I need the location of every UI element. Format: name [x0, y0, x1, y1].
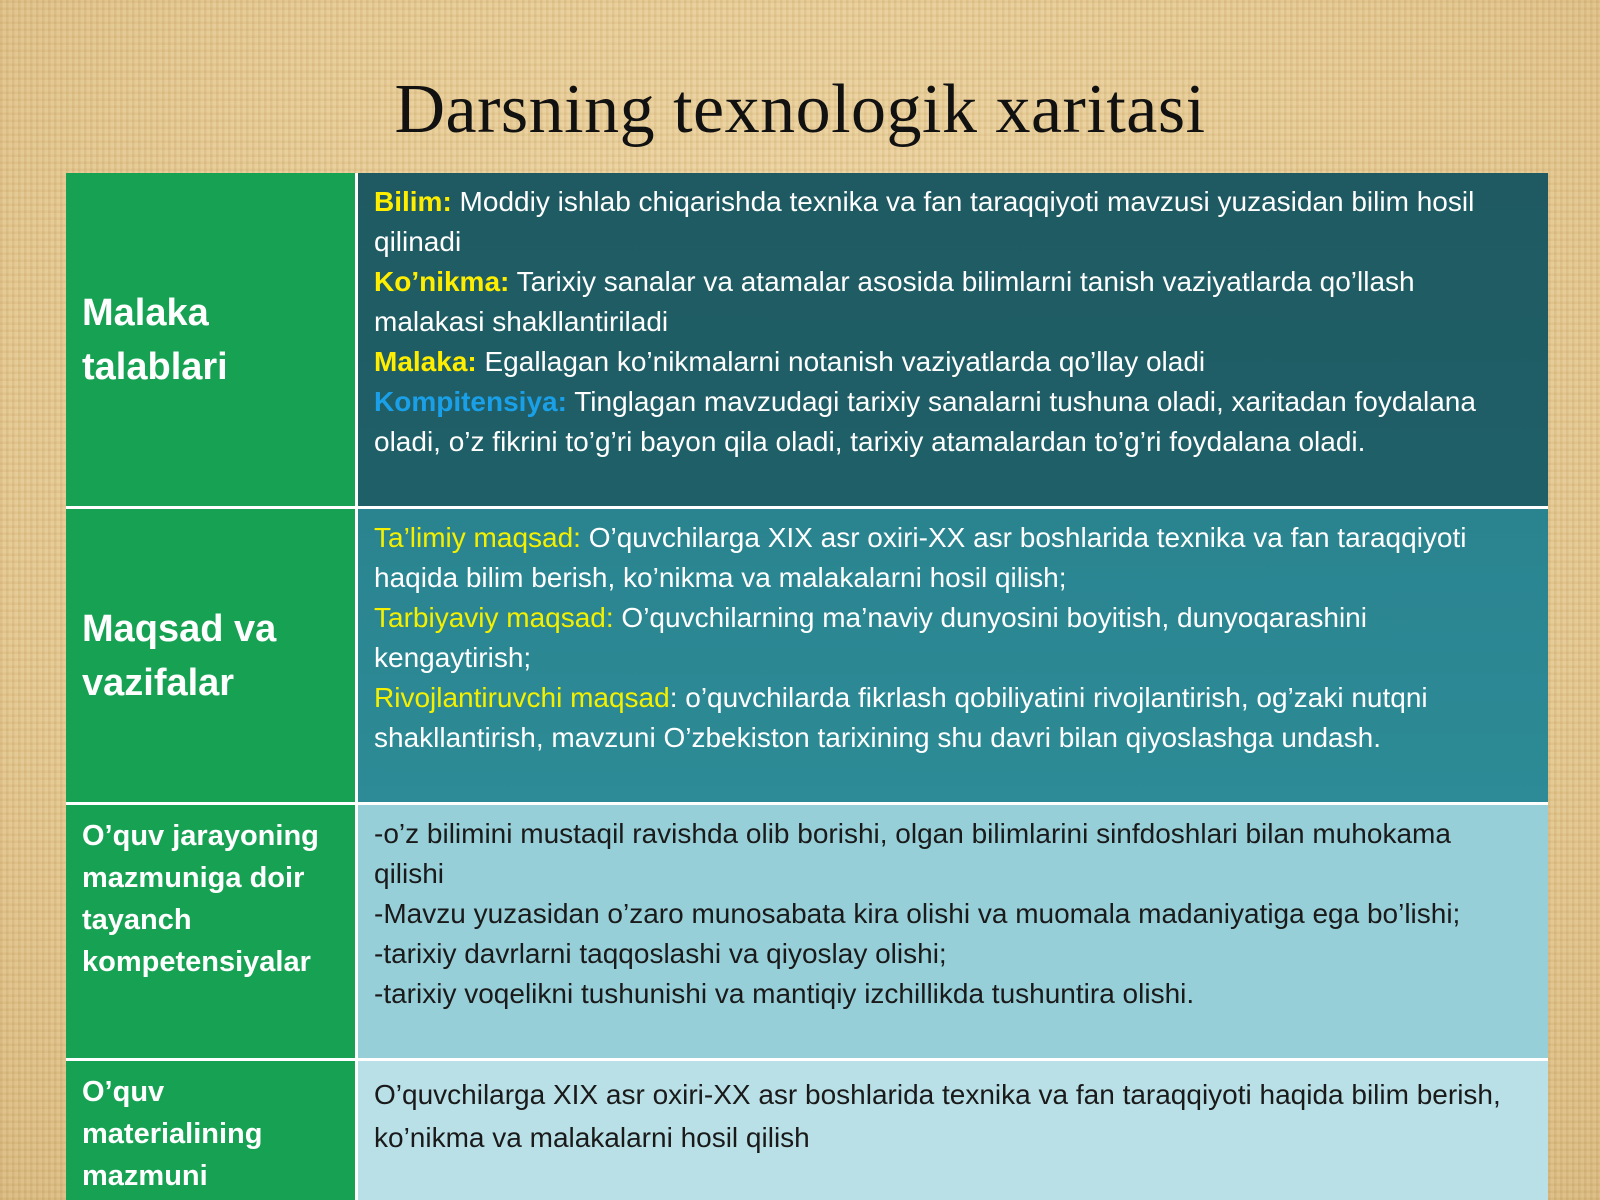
table-row-malaka-talablari — [66, 173, 1548, 509]
row-label: O’quv jarayoning mazmuniga doir tayanch kompetensiyalar — [66, 805, 358, 1058]
row-label: O’quv materialining mazmuni — [66, 1061, 358, 1200]
keyword: Ta’limiy maqsad: — [374, 522, 581, 553]
list-item: -Mavzu yuzasidan o’zaro munosabata kira olishi va muomala madaniyatiga ega bo’lishi; — [374, 898, 1461, 929]
content-text: Tarixiy sanalar va atamalar asosida bilimlarni tanish vaziyatlarda qo’llash malakasi shakllantiriladi — [374, 266, 1415, 337]
content-text: Egallagan ko’nikmalarni notanish vaziyatlarda qo’llay oladi — [476, 346, 1206, 377]
content-item-tarbiyaviy — [374, 598, 1524, 678]
table-row-material-mazmuni — [66, 1061, 1548, 1200]
content-item-malaka — [374, 342, 1524, 382]
content-text: O’quvchilarga XIX asr oxiri-XX asr boshlarida texnika va fan taraqqiyoti haqida bilim berish, ko’nikma va malakalarni hosil qilish — [374, 1079, 1501, 1153]
content-text: O’quvchilarning ma’naviy dunyosini boyitish, dunyoqarashini kengaytirish; — [374, 602, 1367, 673]
row-content — [358, 509, 1548, 802]
content-text: Moddiy ishlab chiqarishda texnika va fan taraqqiyoti mavzusi yuzasidan bilim hosil qilinadi — [374, 186, 1475, 257]
keyword: Rivojlantiruvchi maqsad — [374, 682, 670, 713]
content-text: : o’quvchilarda fikrlash qobiliyatini rivojlantirish, og’zaki nutqni shakllantirish, mavzuni O’zbekiston tarixining shu davri bilan qiyoslashga undash. — [374, 682, 1428, 753]
content-text: Tinglagan mavzudagi tarixiy sanalarni tushuna oladi, xaritadan foydalana oladi, o’z fikrini to’g’ri bayon qila oladi, tarixiy atamalardan to’g’ri foydalana oladi. — [374, 386, 1476, 457]
keyword: Kompitensiya: — [374, 386, 567, 417]
slide-title: Darsning texnologik xaritasi — [394, 71, 1206, 148]
row-content — [358, 1061, 1548, 1200]
content-item-konikma — [374, 262, 1524, 342]
keyword: Ko’nikma: — [374, 266, 510, 297]
row-label: Malaka talablari — [66, 173, 358, 506]
content-item-kompitensiya — [374, 382, 1524, 462]
row-label: Maqsad va vazifalar — [66, 509, 358, 802]
list-item: -tarixiy voqelikni tushunishi va mantiqiy izchillikda tushuntira olishi. — [374, 978, 1195, 1009]
list-item: -tarixiy davrlarni taqqoslashi va qiyoslay olishi; — [374, 938, 947, 969]
content-text: O’quvchilarga XIX asr oxiri-XX asr boshlarida texnika va fan taraqqiyoti haqida bilim berish, ko’nikma va malakalarni hosil qilish; — [374, 522, 1467, 593]
keyword: Tarbiyaviy maqsad: — [374, 602, 614, 633]
content-item-bilim — [374, 182, 1524, 262]
lesson-map-table — [66, 173, 1548, 1200]
row-content — [358, 173, 1548, 506]
keyword: Malaka: — [374, 346, 477, 377]
content-item-talimiy — [374, 518, 1524, 598]
content-item-rivojlantiruvchi — [374, 678, 1524, 758]
row-content — [358, 805, 1548, 1058]
table-row-maqsad-vazifalar — [66, 509, 1548, 805]
keyword: Bilim: — [374, 186, 452, 217]
list-item: -o’z bilimini mustaqil ravishda olib borishi, olgan bilimlarini sinfdoshlari bilan muhokama qilishi — [374, 818, 1451, 889]
table-row-tayanch-kompetensiyalar — [66, 805, 1548, 1061]
